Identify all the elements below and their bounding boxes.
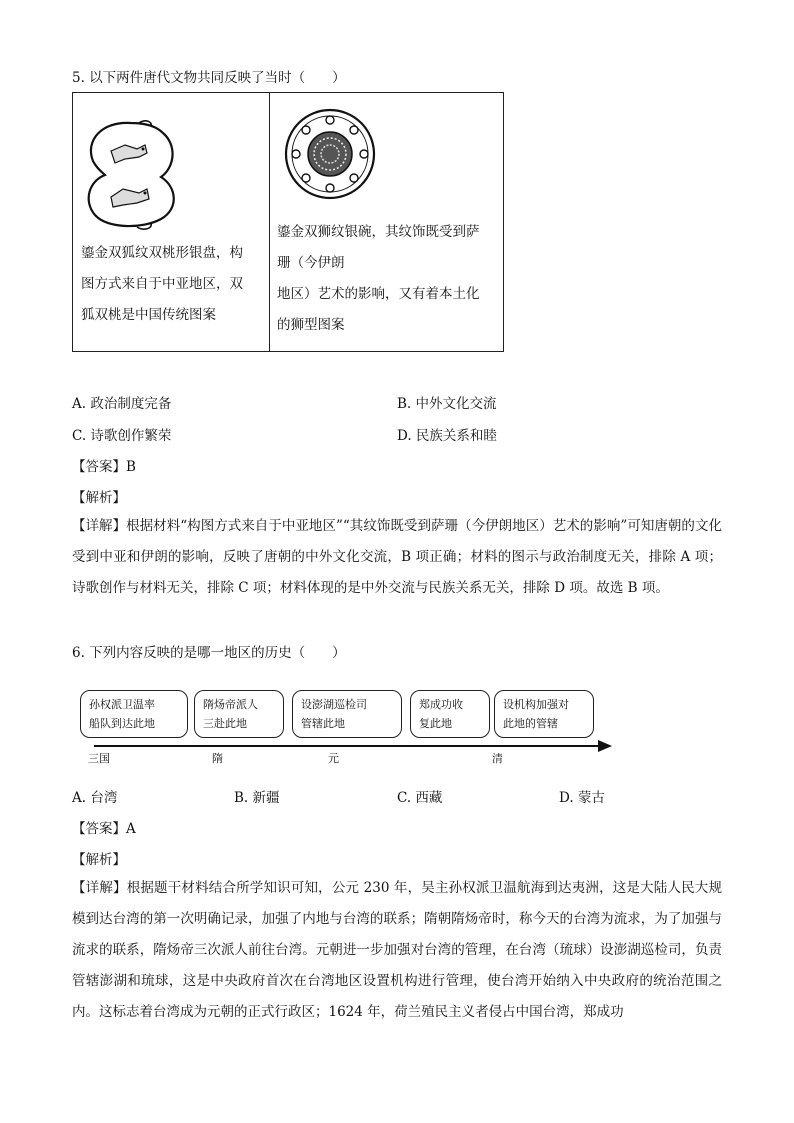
left-cell-line-1: 鎏金双狐纹双桃形银盘，构 <box>81 245 243 261</box>
timeline-box-three-kingdoms <box>80 690 188 738</box>
q6-answer: 【答案】A <box>72 821 136 837</box>
timeline-box-sui <box>194 690 284 738</box>
q5-detail: 【详解】根据材料“构图方式来自于中亚地区”“其纹饰既受到萨珊（今伊朗地区）艺术的影响”可知唐朝的文化受到中亚和伊朗的影响，反映了唐朝的中外文化交流，B 项正确；材料的图示与政治制度无关，排除 A 项；诗歌创作与材料无关，排除 C 项；材料体现的是中外交流与民族关系无关，排除 D 项。故选 B 项。 <box>72 518 722 596</box>
fox-plate-image <box>81 119 181 231</box>
right-cell-line-2: 珊（今伊朗 <box>277 255 345 271</box>
timeline-box-5-text: 设机构加强对 此地的管辖 <box>503 698 569 730</box>
table-divider <box>269 93 270 351</box>
timeline-box-2-text: 隋炀帝派人 三赴此地 <box>203 698 258 730</box>
q5-analysis-label: 【解析】 <box>72 490 126 506</box>
q5-option-c[interactable]: C. 诗歌创作繁荣 <box>72 428 172 444</box>
timeline-label-three-kingdoms: 三国 <box>88 752 110 765</box>
timeline-box-4-text: 郑成功收 复此地 <box>419 698 463 730</box>
timeline-label-sui: 隋 <box>212 752 223 765</box>
q6-detail: 【详解】根据题干材料结合所学知识可知，公元 230 年，吴主孙权派卫温航海到达夷洲，这是大陆人民大规模到达台湾的第一次明确记录，加强了内地与台湾的联系；隋朝隋炀帝时，称今天的台湾为流求，为了加强与流求的联系，隋炀帝三次派人前往台湾。元朝进一步加强对台湾的管理，在台湾（琉球）设澎湖巡检司，负责管辖澎湖和琉球，这是中央政府首次在台湾地区设置机构进行管理，使台湾开始纳入中央政府的统治范围之内。这标志着台湾成为元朝的正式行政区；1624 年，荷兰殖民主义者侵占中国台湾，郑成功 <box>72 880 722 1020</box>
timeline-label-qing: 清 <box>492 752 503 765</box>
question-5-title: 5. 以下两件唐代文物共同反映了当时（ ） <box>72 70 346 86</box>
right-cell-line-4: 的狮型图案 <box>277 317 345 333</box>
q6-option-b[interactable]: B. 新疆 <box>234 790 280 806</box>
question-6-title: 6. 下列内容反映的是哪一地区的历史（ ） <box>72 645 346 661</box>
timeline-box-yuan <box>292 690 402 738</box>
timeline-box-3-text: 设澎湖巡检司 管辖此地 <box>301 698 367 730</box>
right-cell-line-3: 地区）艺术的影响，又有着本土化 <box>277 286 480 302</box>
left-cell-line-2: 图方式来自于中亚地区，双 <box>81 276 243 292</box>
right-cell-line-1: 鎏金双狮纹银碗，其纹饰既受到萨 <box>277 224 480 240</box>
timeline-diagram <box>72 686 632 770</box>
q6-option-a[interactable]: A. 台湾 <box>72 790 118 806</box>
left-cell-line-3: 狐双桃是中国传统图案 <box>81 307 216 323</box>
q6-option-d[interactable]: D. 蒙古 <box>559 790 605 806</box>
q5-option-d[interactable]: D. 民族关系和睦 <box>397 428 497 444</box>
timeline-label-yuan: 元 <box>328 752 339 765</box>
artifact-table <box>72 92 504 352</box>
q6-option-c[interactable]: C. 西藏 <box>397 790 443 806</box>
timeline-box-1-text: 孙权派卫温率 船队到达此地 <box>89 698 155 730</box>
q5-answer: 【答案】B <box>72 459 136 475</box>
q5-option-a[interactable]: A. 政治制度完备 <box>72 396 172 412</box>
lion-bowl-image <box>283 107 377 201</box>
q5-option-b[interactable]: B. 中外文化交流 <box>397 396 497 412</box>
timeline-box-qing <box>494 690 594 738</box>
timeline-box-zheng <box>410 690 490 738</box>
q6-analysis-label: 【解析】 <box>72 852 126 868</box>
